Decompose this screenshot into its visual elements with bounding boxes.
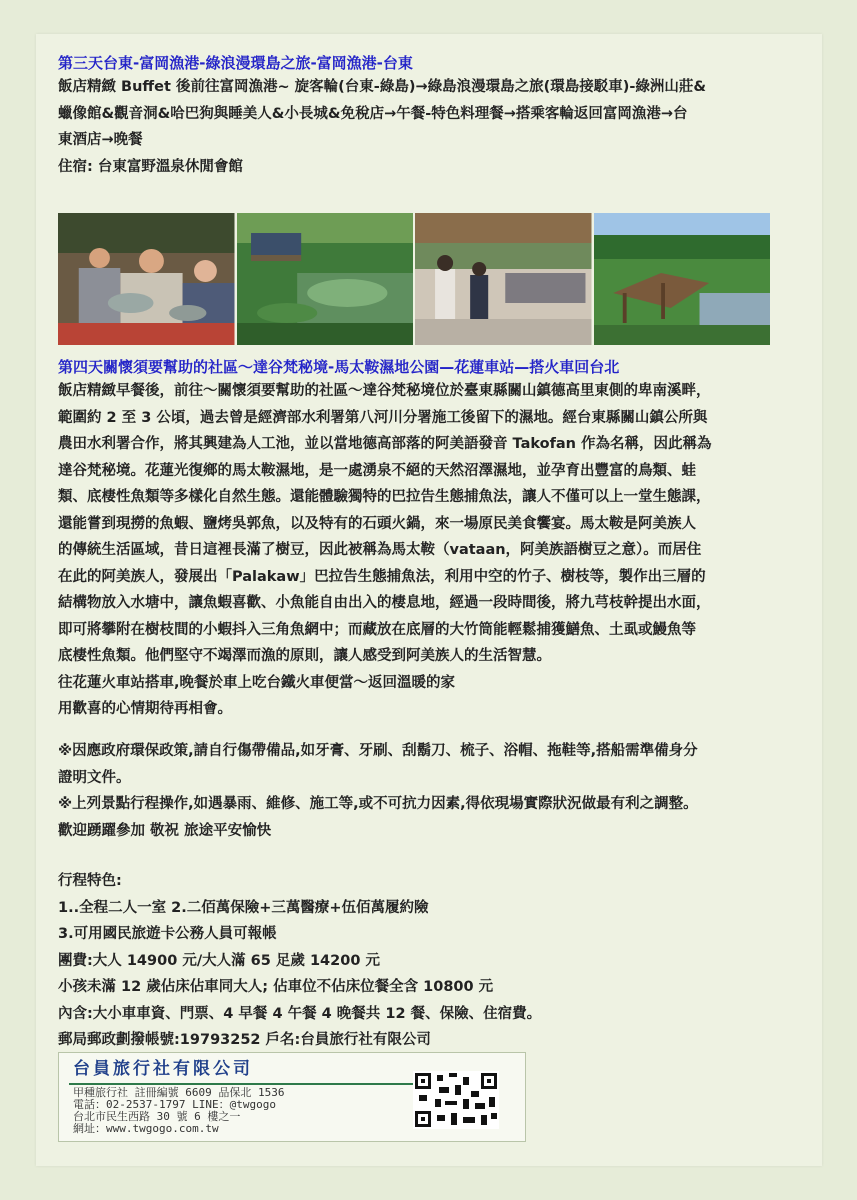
day3-line: 東酒店→晚餐 bbox=[58, 132, 143, 148]
day4-line: 用歡喜的心情期待再相會。 bbox=[58, 701, 232, 717]
agency-card bbox=[58, 1052, 526, 1142]
photo-strip bbox=[58, 213, 770, 345]
day4-line: 即可將攀附在樹枝間的小蝦抖入三角魚網中；而藏放在底層的大竹筒能輕鬆捕獲鱔魚、土虱或鰻魚等 bbox=[58, 621, 696, 638]
day4-body bbox=[58, 378, 810, 723]
day4-line: 的傳統生活區域，昔日這裡長滿了樹豆，因此被稱為馬太鞍（vataan，阿美族語樹豆之意）。而居住 bbox=[58, 542, 702, 558]
day4-line: 在此的阿美族人，發展出「Palakaw」巴拉告生態捕魚法，利用中空的竹子、樹枝等，製作出三層的 bbox=[58, 568, 706, 585]
day4-line: 結構物放入水塘中，讓魚蝦喜歡、小魚能自由出入的棲息地，經過一段時間後，將九芎枝幹提出水面， bbox=[58, 595, 711, 611]
feature-line: 團費:大人 14900 元/大人滿 65 足歲 14200 元 bbox=[58, 952, 380, 969]
agency-website[interactable]: 網址：www.twgogo.com.tw bbox=[73, 1122, 219, 1135]
day4-line: 還能嘗到現撈的魚蝦、鹽烤吳郭魚，以及特有的石頭火鍋，來一場原民美食饗宴。馬太鞍是阿美族人 bbox=[58, 515, 696, 532]
note-line: ※因應政府環保政策,請自行傷帶備品,如牙膏、牙刷、刮鬍刀、梳子、浴帽、拖鞋等,搭船需準備身分 bbox=[58, 743, 698, 759]
day4-line: 飯店精緻早餐後，前往～關懷須要幫助的社區～達谷梵秘境位於臺東縣關山鎮德高里東側的卑南溪畔， bbox=[58, 383, 711, 399]
day4-title: 第四天關懷須要幫助的社區～達谷梵秘境-馬太鞍濕地公園—花蓮車站—搭火車回台北 bbox=[58, 358, 620, 376]
day3-body bbox=[58, 74, 810, 180]
day3-title: 第三天台東-富岡漁港-綠浪漫環島之旅-富岡漁港-台東 bbox=[58, 54, 413, 72]
day3-line: 住宿: 台東富野溫泉休閒會館 bbox=[58, 158, 243, 175]
feature-line: 行程特色: bbox=[58, 873, 122, 889]
day4-line: 達谷梵秘境。花蓮光復鄉的馬太鞍濕地，是一處湧泉不絕的天然沼澤濕地，並孕育出豐富的鳥類、蛙 bbox=[58, 462, 696, 479]
day3-line: 蠟像館&觀音洞&哈巴狗與睡美人&小長城&免稅店→午餐-特色料理餐→搭乘客輪返回富岡漁港→台 bbox=[58, 105, 688, 122]
day4-line: 農田水利署合作，將其興建為人工池，並以當地德高部落的阿美語發音 Takofan 作為名稱，因此稱為 bbox=[58, 436, 712, 452]
note-line: 證明文件。 bbox=[58, 769, 131, 786]
day4-line: 底棲性魚類。他們堅守不竭澤而漁的原則，讓人感受到阿美族人的生活智慧。 bbox=[58, 648, 551, 664]
feature-line: 內含:大小車車資、門票、4 早餐 4 午餐 4 晚餐共 12 餐、保險、住宿費。 bbox=[58, 1005, 542, 1022]
feature-line: 郵局郵政劃撥帳號:19793252 戶名:台員旅行社有限公司 bbox=[58, 1032, 431, 1048]
note-line: ※上列景點行程操作,如遇暴雨、維修、施工等,或不可抗力因素,得依現場實際狀況做最有利之調整。 bbox=[58, 796, 698, 812]
agency-address: 台北市民生西路 30 號 6 樓之一 bbox=[73, 1110, 241, 1123]
note-line: 歡迎踴躍參加 敬祝 旅途平安愉快 bbox=[58, 822, 272, 839]
photo-fish-tourists bbox=[58, 213, 235, 345]
notes-section bbox=[58, 738, 810, 844]
feature-line: 小孩未滿 12 歲佔床佔車同大人; 佔車位不佔床位餐全含 10800 元 bbox=[58, 979, 494, 995]
qr-code-icon[interactable] bbox=[413, 1071, 499, 1129]
feature-line: 1..全程二人一室 2.二佰萬保險+三萬醫療+伍佰萬履約險 bbox=[58, 899, 429, 916]
agency-phone: 電話：02-2537-1797 LINE：@twgogo bbox=[73, 1098, 276, 1111]
photo-wetland-pond bbox=[237, 213, 414, 345]
day4-line: 範圍約 2 至 3 公頃，過去曾是經濟部水利署第八河川分署施工後留下的濕地。經台東縣關山鎮公所與 bbox=[58, 409, 708, 426]
agency-license: 甲種旅行社 註冊編號 6609 品保北 1536 bbox=[73, 1086, 285, 1099]
day4-line: 往花蓮火車站搭車,晚餐於車上吃台鐵火車便當～返回溫暖的家 bbox=[58, 674, 456, 691]
photo-wooden-bridge bbox=[594, 213, 771, 345]
feature-line: 3.可用國民旅遊卡公務人員可報帳 bbox=[58, 926, 277, 942]
day3-line: 飯店精緻 Buffet 後前往富岡漁港~ 旋客輪(台東-綠島)→綠島浪漫環島之旅(環島接駁車)-綠洲山莊& bbox=[58, 79, 707, 95]
photo-community-gathering bbox=[415, 213, 592, 345]
agency-name: 台員旅行社有限公司 bbox=[69, 1057, 417, 1085]
day4-line: 類、底棲性魚類等多樣化自然生態。還能體驗獨特的巴拉告生態捕魚法，讓人不僅可以上一堂生態課， bbox=[58, 489, 711, 505]
features-section bbox=[58, 868, 810, 1054]
